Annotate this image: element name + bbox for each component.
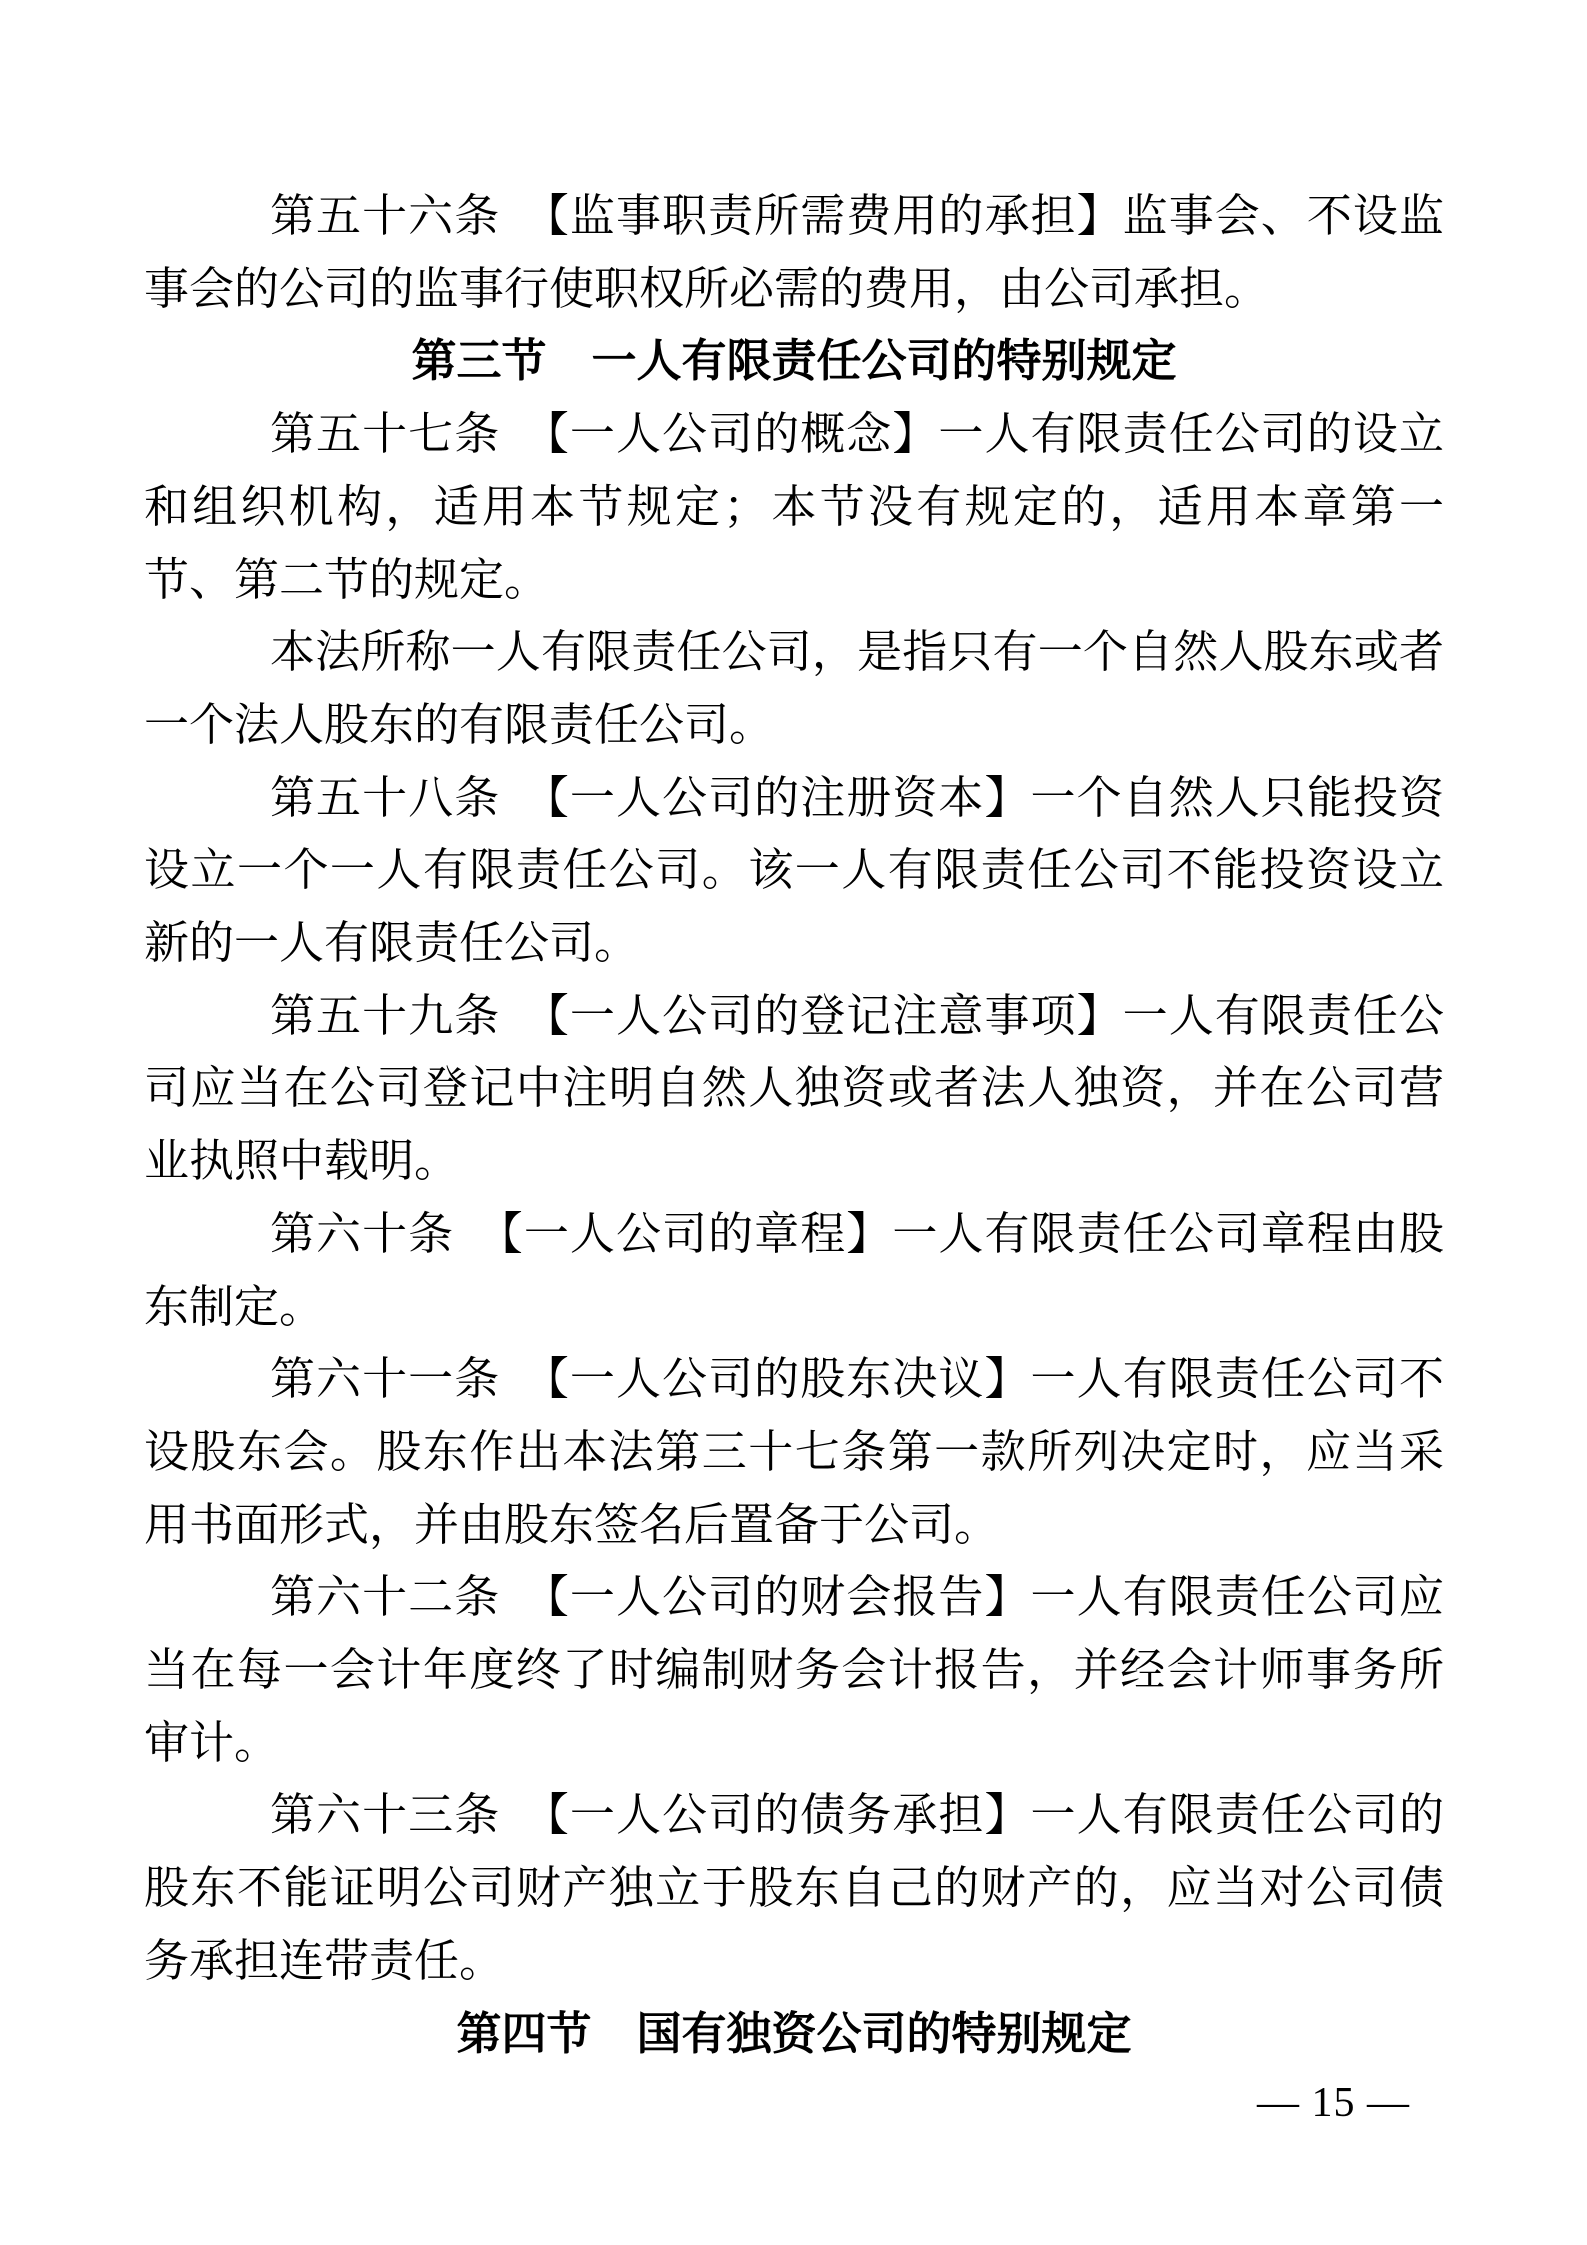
article-paragraph: 第六十三条 【一人公司的债务承担】一人有限责任公司的股东不能证明公司财产独立于股东自己的财产的，应当对公司债务承担连带责任。: [144, 1790, 1444, 1986]
article-paragraph: 第五十七条 【一人公司的概念】一人有限责任公司的设立和组织机构，适用本节规定；本节没有规定的，适用本章第一节、第二节的规定。: [144, 409, 1444, 605]
article-paragraph: 第六十条 【一人公司的章程】一人有限责任公司章程由股东制定。: [144, 1208, 1444, 1332]
document-body: [144, 180, 1444, 2070]
article-paragraph: 第六十一条 【一人公司的股东决议】一人有限责任公司不设股东会。股东作出本法第三十七条第一款所列决定时，应当采用书面形式，并由股东签名后置备于公司。: [144, 1354, 1444, 1550]
section-heading: 第四节 国有独资公司的特别规定: [456, 2008, 1132, 2059]
article-paragraph: 第六十二条 【一人公司的财会报告】一人有限责任公司应当在每一会计年度终了时编制财务会计报告，并经会计师事务所审计。: [144, 1572, 1444, 1768]
article-paragraph: 第五十九条 【一人公司的登记注意事项】一人有限责任公司应当在公司登记中注明自然人独资或者法人独资，并在公司营业执照中载明。: [144, 990, 1444, 1187]
page-number: — 15 —: [1257, 2080, 1410, 2126]
article-paragraph: 第五十八条 【一人公司的注册资本】一个自然人只能投资设立一个一人有限责任公司。该一人有限责任公司不能投资设立新的一人有限责任公司。: [144, 772, 1444, 969]
section-heading: 第三节 一人有限责任公司的特别规定: [411, 336, 1177, 387]
article-paragraph: 第五十六条 【监事职责所需费用的承担】监事会、不设监事会的公司的监事行使职权所必需的费用，由公司承担。: [144, 191, 1444, 314]
article-paragraph: 本法所称一人有限责任公司，是指只有一个自然人股东或者一个法人股东的有限责任公司。: [144, 627, 1444, 750]
